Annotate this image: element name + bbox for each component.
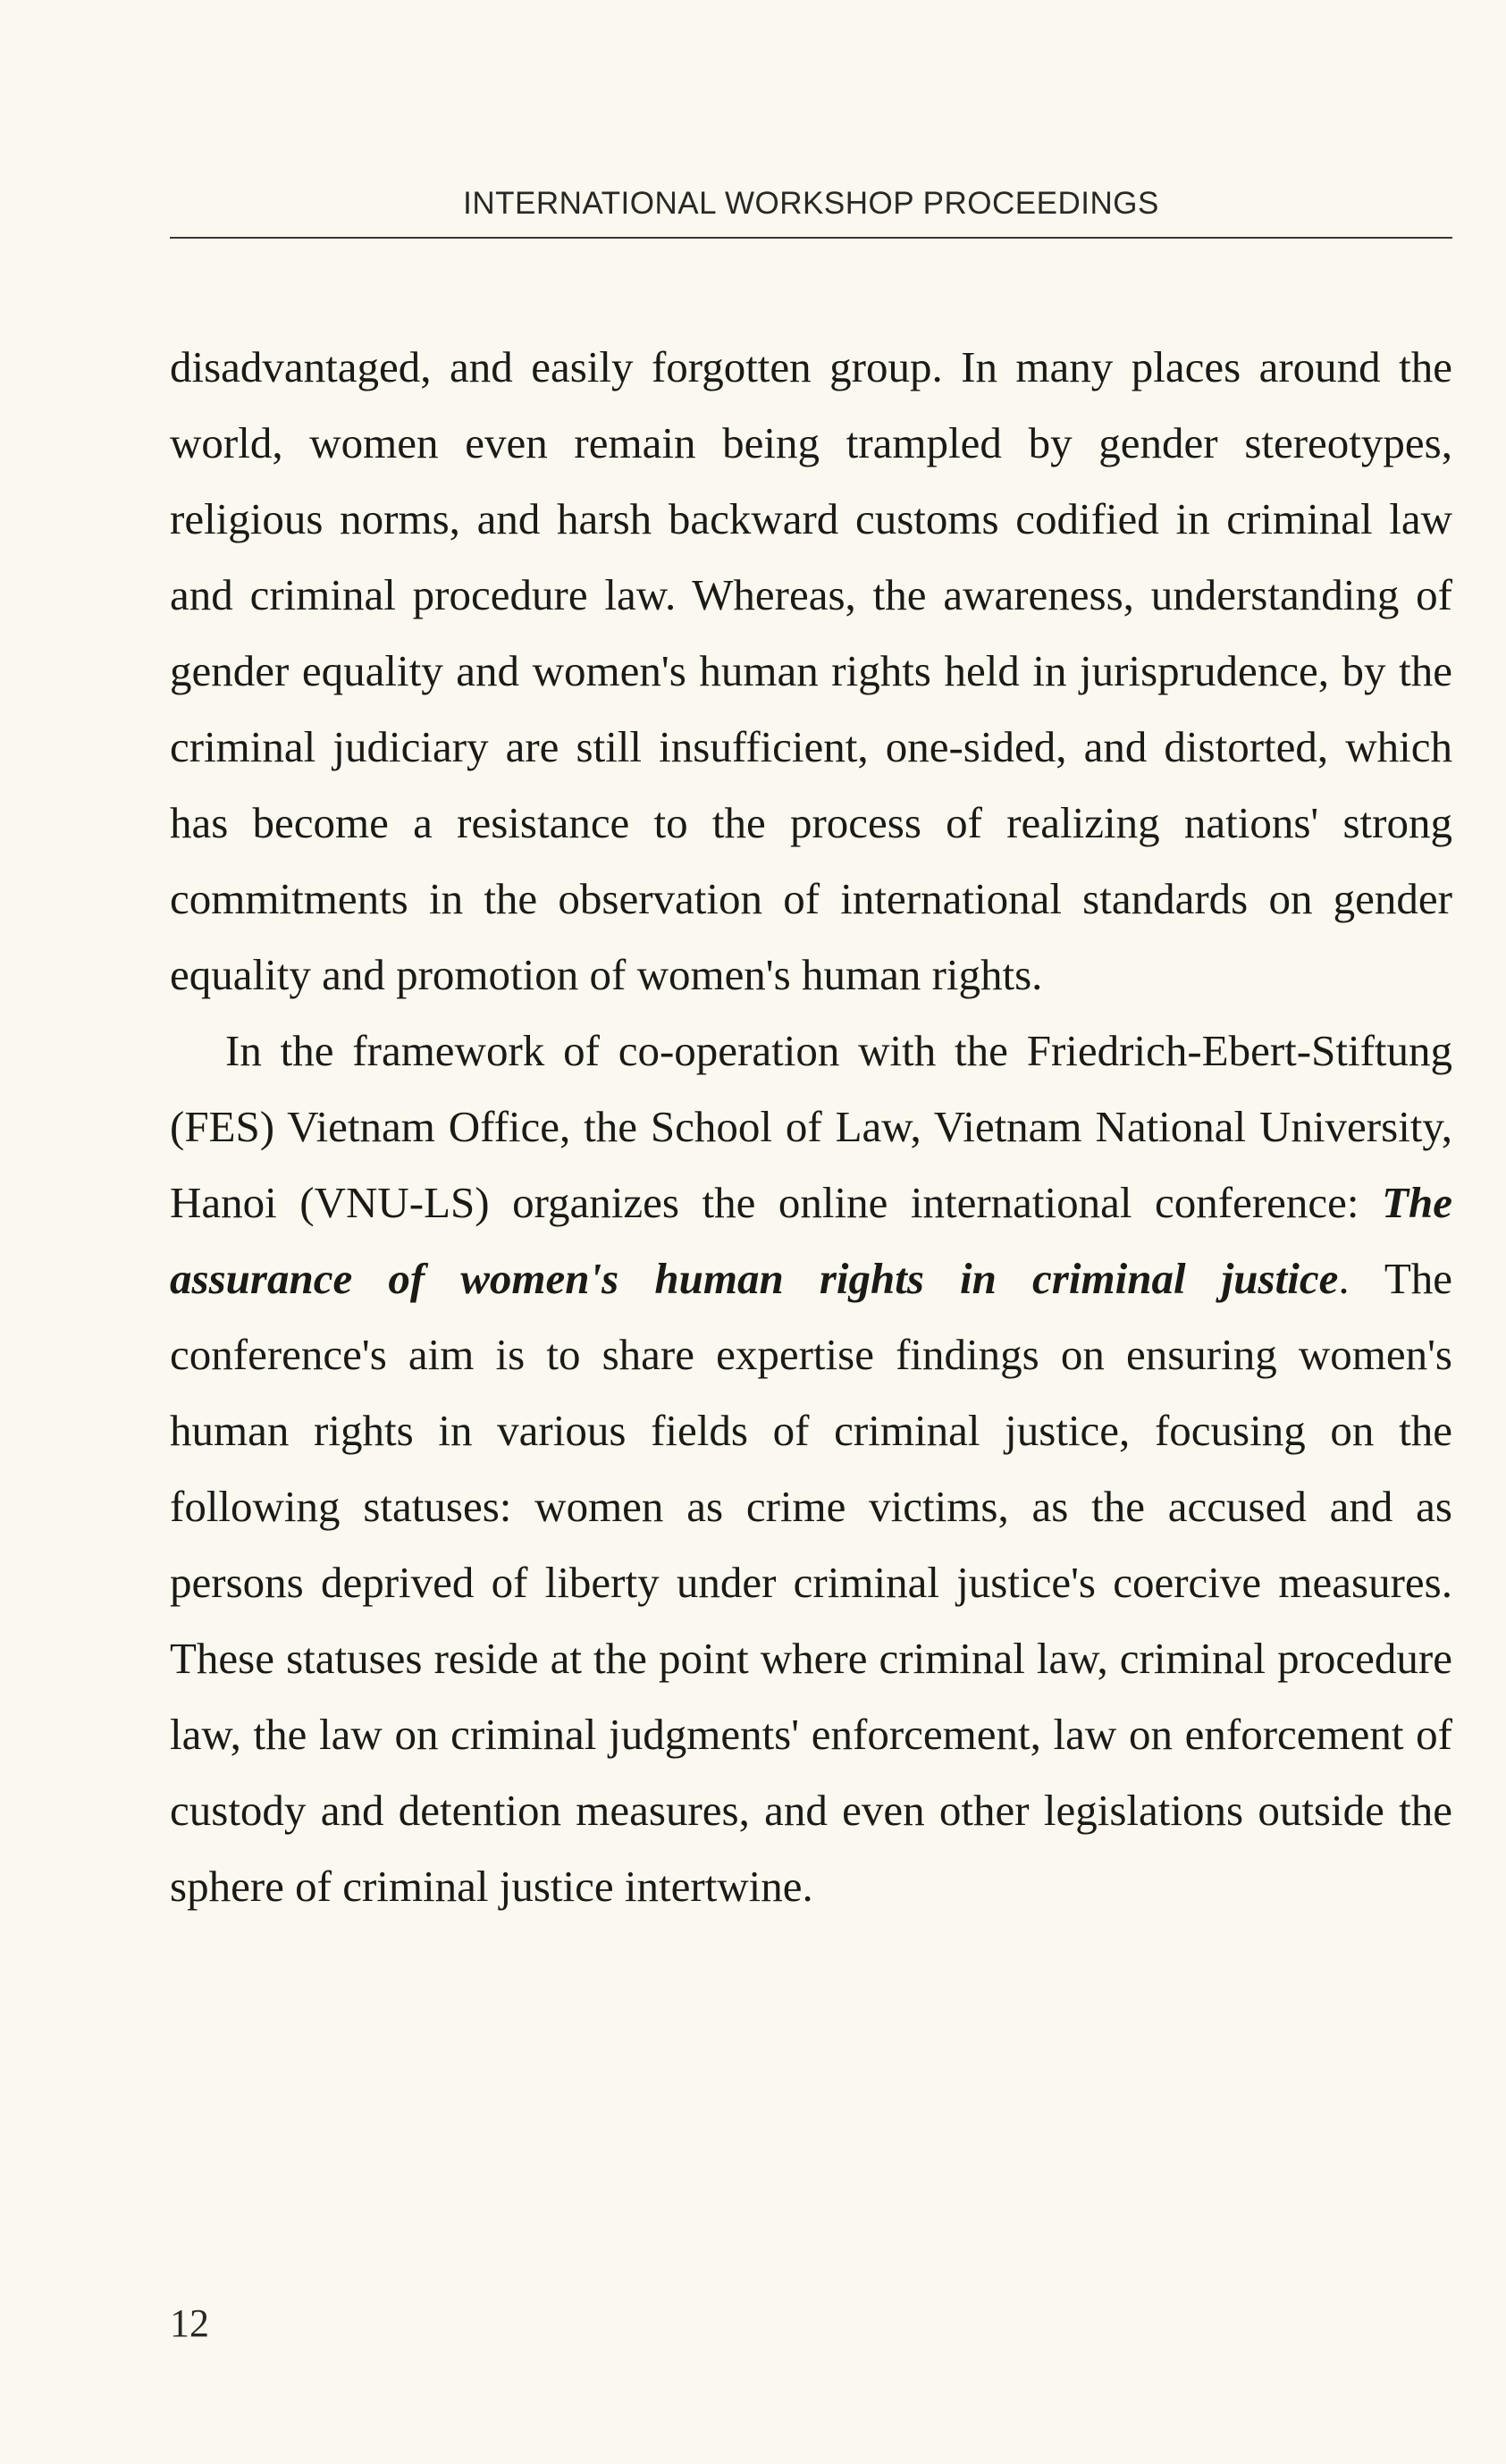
paragraph-2 (170, 1013, 1452, 1924)
conference-title: The assurance of women's human rights in criminal justice (170, 1178, 1452, 1303)
body-text (170, 329, 1452, 1924)
paragraph-1: disadvantaged, and easily forgotten group. In many places around the world, women even remain being trampled by gender stereotypes, religious norms, and harsh backward customs codified in criminal law and criminal procedure law. Whereas, the awareness, understanding of gender equality and women's human rights held in jurisprudence, by the criminal judiciary are still insufficient, one-sided, and distorted, which has become a resistance to the process of realizing nations' strong commitments in the observation of international standards on gender equality and promotion of women's human rights. (170, 342, 1452, 999)
paragraph-2-intro: In the framework of co-operation with the Friedrich-Ebert-Stiftung (FES) Vietnam Office, the School of Law, Vietnam National University, Hanoi (VNU-LS) organizes the online international conference: (170, 1026, 1452, 1227)
paragraph-2-rest: . The conference's aim is to share expertise findings on ensuring women's human rights in various fields of criminal justice, focusing on the following statuses: women as crime victims, as the accused and as persons deprived of liberty under criminal justice's coercive measures. These statuses reside at the point where criminal law, criminal procedure law, the law on criminal judgments' enforcement, law on enforcement of custody and detention measures, and even other legislations outside the sphere of criminal justice intertwine. (170, 1254, 1453, 1911)
running-header: INTERNATIONAL WORKSHOP PROCEEDINGS (463, 186, 1159, 221)
page-number: 12 (170, 2301, 209, 2345)
header-divider (170, 237, 1452, 239)
